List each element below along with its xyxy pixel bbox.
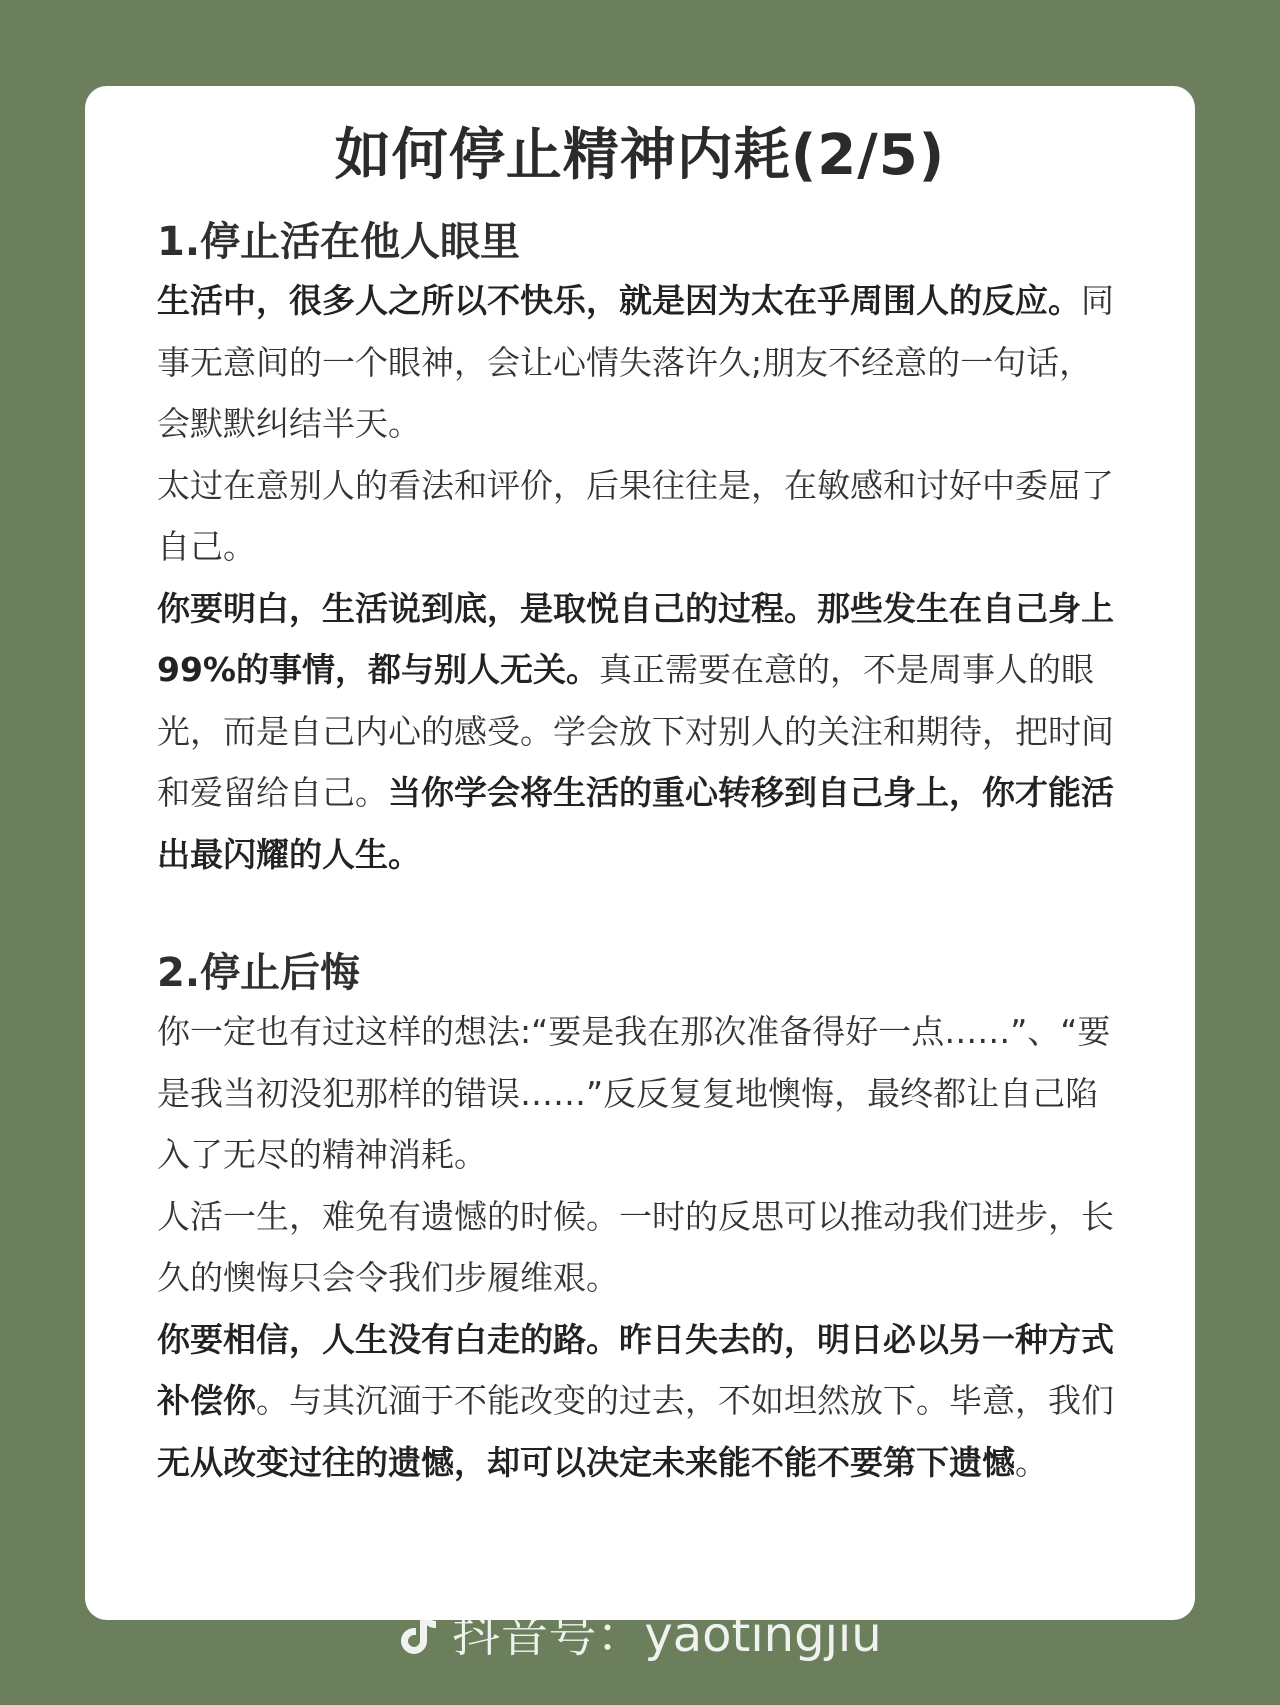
section-heading: 2.停止后悔 [157,950,361,996]
watermark [0,1600,1280,1670]
plain-text: 。与其沉湎于不能改变的过去，不如坦然放下。毕意，我们 [256,1381,1114,1420]
paragraph [157,270,1123,455]
bold-text: 你要明白，生活说到底，是取悦自己的过程。那些发生在自己身上99%的事情，都与别人无关。 [157,588,1114,689]
content-card [85,86,1195,1620]
plain-text: 你一定也有过这样的想法:“要是我在那次准备得好一点……”、“要是我当初没犯那样的错误……”反反复复地懊悔，最终都让自己陷入了无尽的精神消耗。 [157,1012,1111,1174]
section-heading: 1.停止活在他人眼里 [157,219,521,265]
bold-text: 当你学会将生活的重心转移到自己身上，你才能活出最闪耀的人生。 [157,773,1114,874]
bold-text: 你要相信，人生没有白走的路。昨日失去的，明日必以另一种方式补偿你 [157,1319,1114,1420]
plain-text: 同事无意间的一个眼神，会让心情失落许久;朋友不经意的一句话，会默默纠结半天。 [157,281,1114,443]
plain-text: 真正需要在意的，不是周事人的眼光，而是自己内心的感受。学会放下对别人的关注和期待，把时间和爱留给自己。 [157,650,1114,812]
section-stop-regret [157,945,1123,1493]
plain-text: 。 [1015,1442,1048,1482]
paragraph [157,455,1123,578]
tiktok-icon [398,1606,438,1656]
page-title: 如何停止精神内耗(2/5) [334,123,946,188]
paragraph [157,1001,1123,1186]
bold-text: 生活中，很多人之所以不快乐，就是因为太在乎周围人的反应。 [157,281,1081,320]
plain-text: 太过在意别人的看法和评价，后果往往是，在敏感和讨好中委屈了自己。 [157,465,1114,566]
paragraph [157,1309,1123,1494]
watermark-text: 抖音号：yaotingjiu [452,1607,882,1663]
paragraph [157,1186,1123,1309]
paragraph [157,578,1123,886]
section-stop-living-for-others [157,214,1123,885]
bold-text: 无从改变过往的遗憾，却可以决定未来能不能不要第下遗憾 [157,1442,1015,1482]
plain-text: 人活一生，难免有遗憾的时候。一时的反思可以推动我们进步，长久的懊悔只会令我们步履维艰。 [157,1196,1114,1297]
